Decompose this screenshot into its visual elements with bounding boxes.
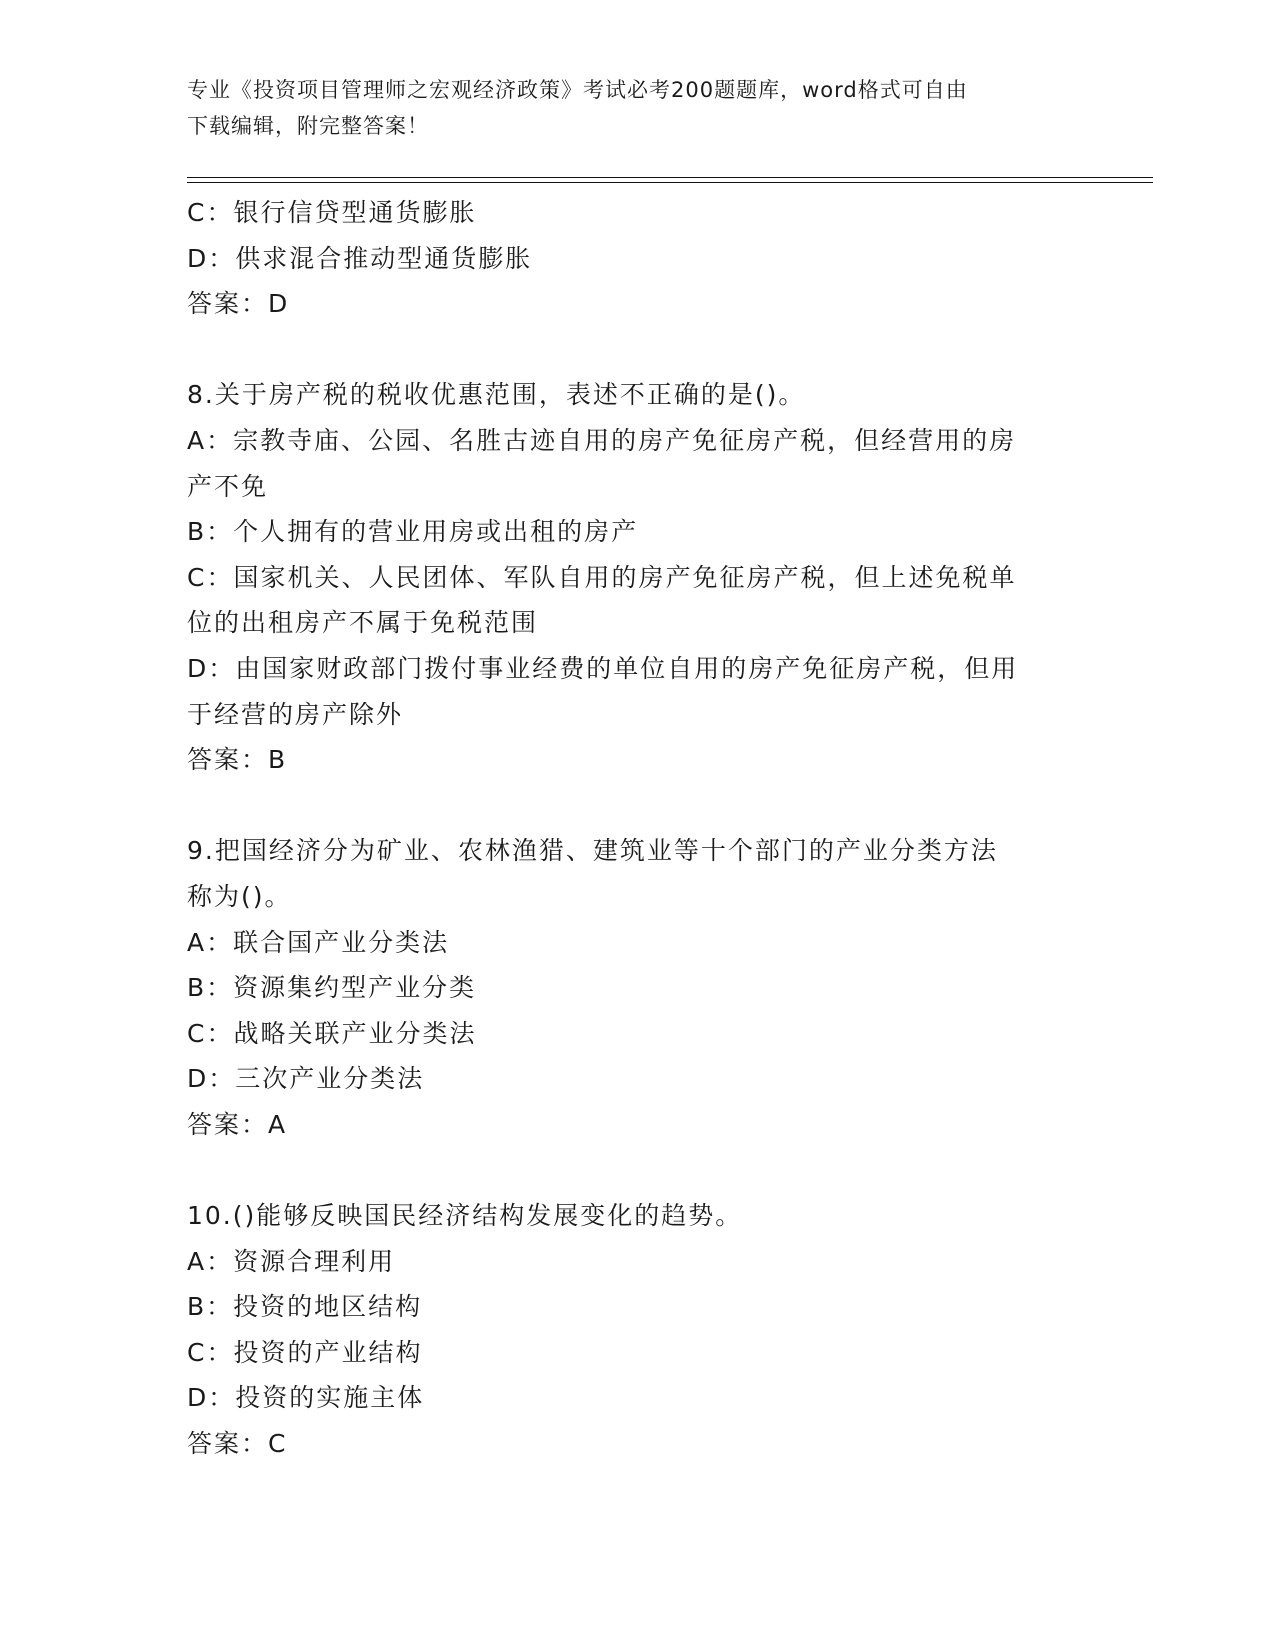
- document-header: [187, 72, 1067, 144]
- option-line: D：投资的实施主体: [187, 1383, 425, 1413]
- spacer: [187, 1147, 1067, 1193]
- option-line: A：资源合理利用: [187, 1246, 396, 1276]
- question-stem: 8.关于房产税的税收优惠范围，表述不正确的是()。: [187, 380, 806, 410]
- option-line: 于经营的房产除外: [187, 699, 404, 729]
- header-divider-top: [187, 177, 1153, 178]
- question-10: [187, 1193, 1067, 1467]
- header-line-2: 下载编辑，附完整答案！: [187, 114, 429, 138]
- question-9: [187, 828, 1067, 1147]
- option-line: A：宗教寺庙、公园、名胜古迹自用的房产免征房产税，但经营用的房: [187, 425, 1017, 455]
- answer-line: 答案：A: [187, 1109, 288, 1139]
- question-8: [187, 372, 1067, 782]
- option-line: A：联合国产业分类法: [187, 927, 450, 957]
- option-line: B：资源集约型产业分类: [187, 973, 477, 1003]
- option-line: 产不免: [187, 471, 269, 501]
- spacer: [187, 327, 1067, 373]
- option-line: C：国家机关、人民团体、军队自用的房产免征房产税，但上述免税单: [187, 562, 1017, 592]
- option-line: C：银行信贷型通货膨胀: [187, 198, 477, 227]
- question-stem: 10.()能够反映国民经济结构发展变化的趋势。: [187, 1201, 743, 1231]
- option-line: D：由国家财政部门拨付事业经费的单位自用的房产免征房产税，但用: [187, 653, 1019, 683]
- option-line: C：战略关联产业分类法: [187, 1018, 477, 1048]
- question-stem: 9.把国经济分为矿业、农林渔猎、建筑业等十个部门的产业分类方法: [187, 836, 998, 866]
- answer-line: 答案：B: [187, 745, 288, 775]
- header-divider-bottom: [187, 182, 1153, 183]
- answer-line: 答案：C: [187, 1429, 288, 1459]
- header-line-1: 专业《投资项目管理师之宏观经济政策》考试必考200题题库，word格式可自由: [187, 78, 968, 102]
- option-line: D：三次产业分类法: [187, 1064, 425, 1094]
- option-line: B：投资的地区结构: [187, 1292, 423, 1322]
- option-line: D：供求混合推动型通货膨胀: [187, 243, 533, 273]
- spacer: [187, 783, 1067, 829]
- question-stem: 称为()。: [187, 881, 292, 911]
- option-line: B：个人拥有的营业用房或出租的房产: [187, 517, 639, 547]
- answer-line: 答案：D: [187, 289, 290, 319]
- question-content: [187, 190, 1067, 1467]
- option-line: C：投资的产业结构: [187, 1337, 423, 1367]
- option-line: 位的出租房产不属于免税范围: [187, 608, 539, 638]
- carryover-block: [187, 190, 1067, 327]
